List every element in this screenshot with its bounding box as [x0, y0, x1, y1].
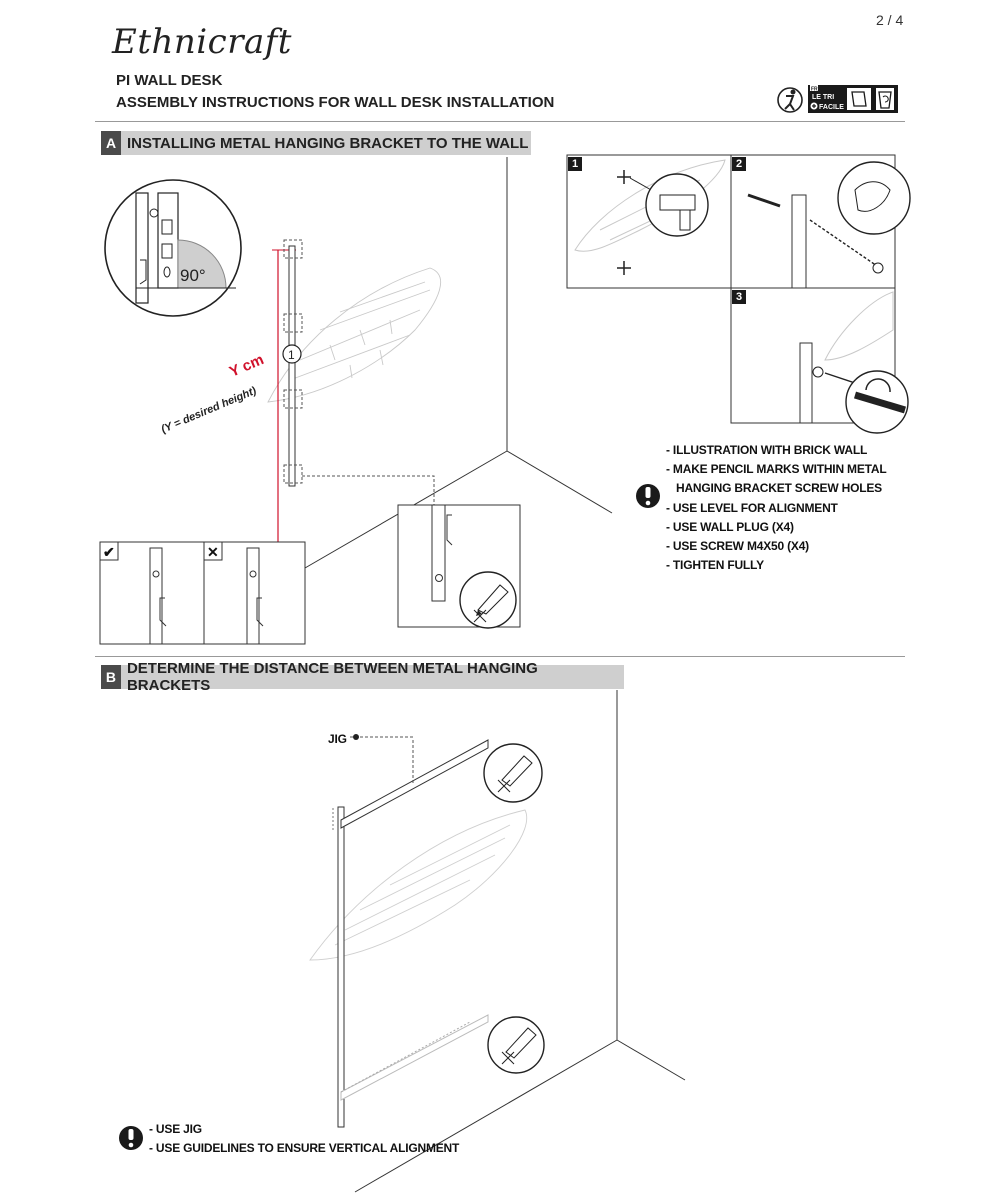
recycling-badge-text: FR — [811, 86, 818, 93]
note-item: - USE SCREW M4X50 (X4) — [666, 539, 809, 554]
height-note: (Y = desired height) — [159, 384, 259, 436]
warning-icon — [119, 1126, 143, 1150]
section-a-title: INSTALLING METAL HANGING BRACKET TO THE WALL — [127, 134, 529, 152]
note-item: - MAKE PENCIL MARKS WITHIN METAL — [666, 462, 887, 477]
product-name: PI WALL DESK — [116, 72, 223, 89]
note-item: - USE JIG — [149, 1122, 202, 1136]
note-item: - USE LEVEL FOR ALIGNMENT — [666, 500, 838, 515]
recycling-label-line1: LE TRI — [812, 94, 835, 101]
note-item: - ILLUSTRATION WITH BRICK WALL — [666, 443, 868, 457]
note-item: - USE GUIDELINES TO ENSURE VERTICAL ALIGNMENT — [149, 1141, 460, 1156]
level-detail-magnifier — [105, 180, 241, 316]
step-1-number: 1 — [568, 157, 582, 171]
page-number: 2 / 4 — [876, 12, 904, 28]
part-number: 1 — [288, 348, 295, 362]
warning-icon — [636, 484, 660, 508]
note-item: - TIGHTEN FULLY — [666, 558, 764, 573]
section-divider — [95, 656, 905, 657]
note-item: - USE WALL PLUG (X4) — [666, 519, 794, 534]
wrong-mark: ✕ — [207, 544, 219, 560]
section-a-notes — [666, 441, 886, 575]
height-label: Y cm — [226, 351, 267, 381]
section-b-letter: B — [101, 665, 121, 689]
correct-mark: ✔ — [103, 544, 115, 560]
section-b-title: DETERMINE THE DISTANCE BETWEEN METAL HANGING BRACKETS — [126, 660, 538, 694]
section-a-letter: A — [101, 131, 121, 155]
section-b-illustration — [0, 660, 1000, 1200]
metal-bracket — [289, 246, 295, 486]
step-2-number: 2 — [732, 157, 746, 171]
angle-label: 90° — [180, 266, 206, 285]
step-3-number: 3 — [732, 290, 746, 304]
document-subtitle: ASSEMBLY INSTRUCTIONS FOR WALL DESK INSTALLATION — [116, 94, 555, 111]
recycling-label-line2: FACILE — [819, 104, 844, 111]
jig-label: JIG — [328, 732, 347, 746]
section-b-notes — [149, 1120, 459, 1158]
brand-logo: Ethnicraft — [112, 22, 292, 62]
note-item: HANGING BRACKET SCREW HOLES — [676, 481, 882, 496]
